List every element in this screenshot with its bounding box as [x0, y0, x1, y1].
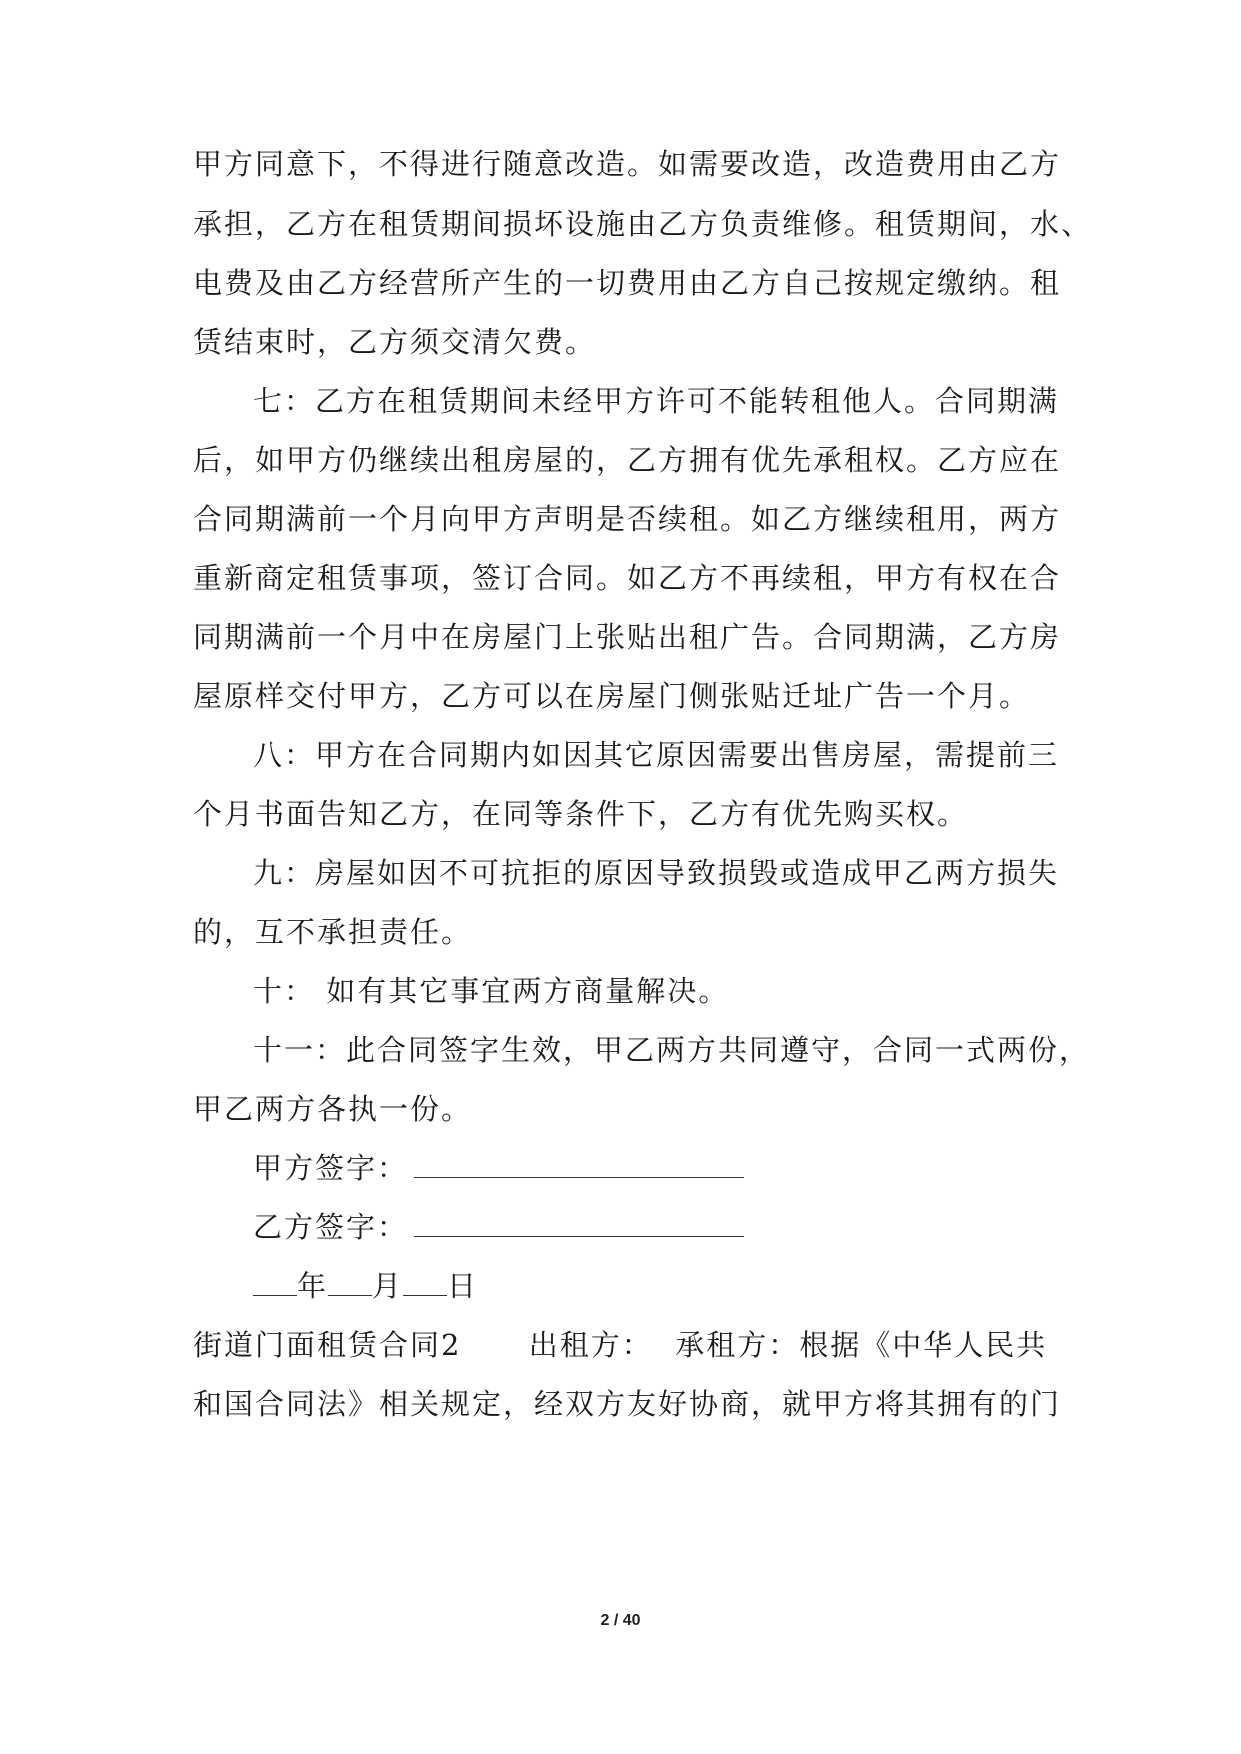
clause-nine-line: 九：房屋如因不可抗拒的原因导致损毁或造成甲乙两方损失 [253, 856, 1060, 890]
paragraph-line: 甲乙两方各执一份。 [193, 1092, 473, 1126]
clause-eight-line: 八：甲方在合同期内如因其它原因需要出售房屋，需提前三 [253, 738, 1060, 772]
month-blank [328, 1271, 372, 1296]
paragraph-line: 合同期满前一个月向甲方声明是否续租。如乙方继续租用，两方 [193, 502, 1062, 536]
party-b-signature-blank [414, 1212, 744, 1237]
party-a-signature-label: 甲方签字： [253, 1151, 409, 1185]
date-line [253, 1266, 478, 1306]
day-label: 日 [447, 1269, 479, 1303]
paragraph-line: 承担，乙方在租赁期间损坏设施由乙方负责维修。租赁期间，水、 [193, 207, 1093, 241]
paragraph-line: 甲方同意下，不得进行随意改造。如需要改造，改造费用由乙方 [193, 147, 1062, 181]
clause-eleven-line: 十一：此合同签字生效，甲乙两方共同遵守，合同一式两份， [253, 1033, 1091, 1067]
party-a-signature [253, 1148, 744, 1188]
paragraph-line: 赁结束时，乙方须交清欠费。 [193, 325, 597, 359]
clause-ten-line: 十： 如有其它事宜两方商量解决。 [253, 974, 730, 1008]
day-blank [403, 1271, 447, 1296]
paragraph-line: 后，如甲方仍继续出租房屋的，乙方拥有优先承租权。乙方应在 [193, 443, 1062, 477]
year-label: 年 [297, 1269, 329, 1303]
party-b-signature-label: 乙方签字： [253, 1210, 409, 1244]
clause-seven-line: 七：乙方在租赁期间未经甲方许可不能转租他人。合同期满 [253, 384, 1060, 418]
paragraph-line: 个月书面告知乙方，在同等条件下，乙方有优先购买权。 [193, 797, 969, 831]
paragraph-line: 重新商定租赁事项，签订合同。如乙方不再续租，甲方有权在合 [193, 561, 1062, 595]
party-a-signature-blank [414, 1153, 744, 1178]
paragraph-line: 和国合同法》相关规定，经双方友好协商，就甲方将其拥有的门 [193, 1387, 1062, 1421]
paragraph-line: 电费及由乙方经营所产生的一切费用由乙方自己按规定缴纳。租 [193, 266, 1062, 300]
page-number: 2 / 40 [600, 1612, 641, 1629]
party-b-signature [253, 1207, 744, 1247]
paragraph-line: 同期满前一个月中在房屋门上张贴出租广告。合同期满，乙方房 [193, 620, 1062, 654]
month-label: 月 [372, 1269, 404, 1303]
year-blank [253, 1271, 297, 1296]
next-contract-heading-line: 街道门面租赁合同2 出租方： 承租方：根据《中华人民共 [193, 1328, 1048, 1362]
paragraph-line: 屋原样交付甲方，乙方可以在房屋门侧张贴迁址广告一个月。 [193, 679, 1031, 713]
paragraph-line: 的，互不承担责任。 [193, 915, 473, 949]
